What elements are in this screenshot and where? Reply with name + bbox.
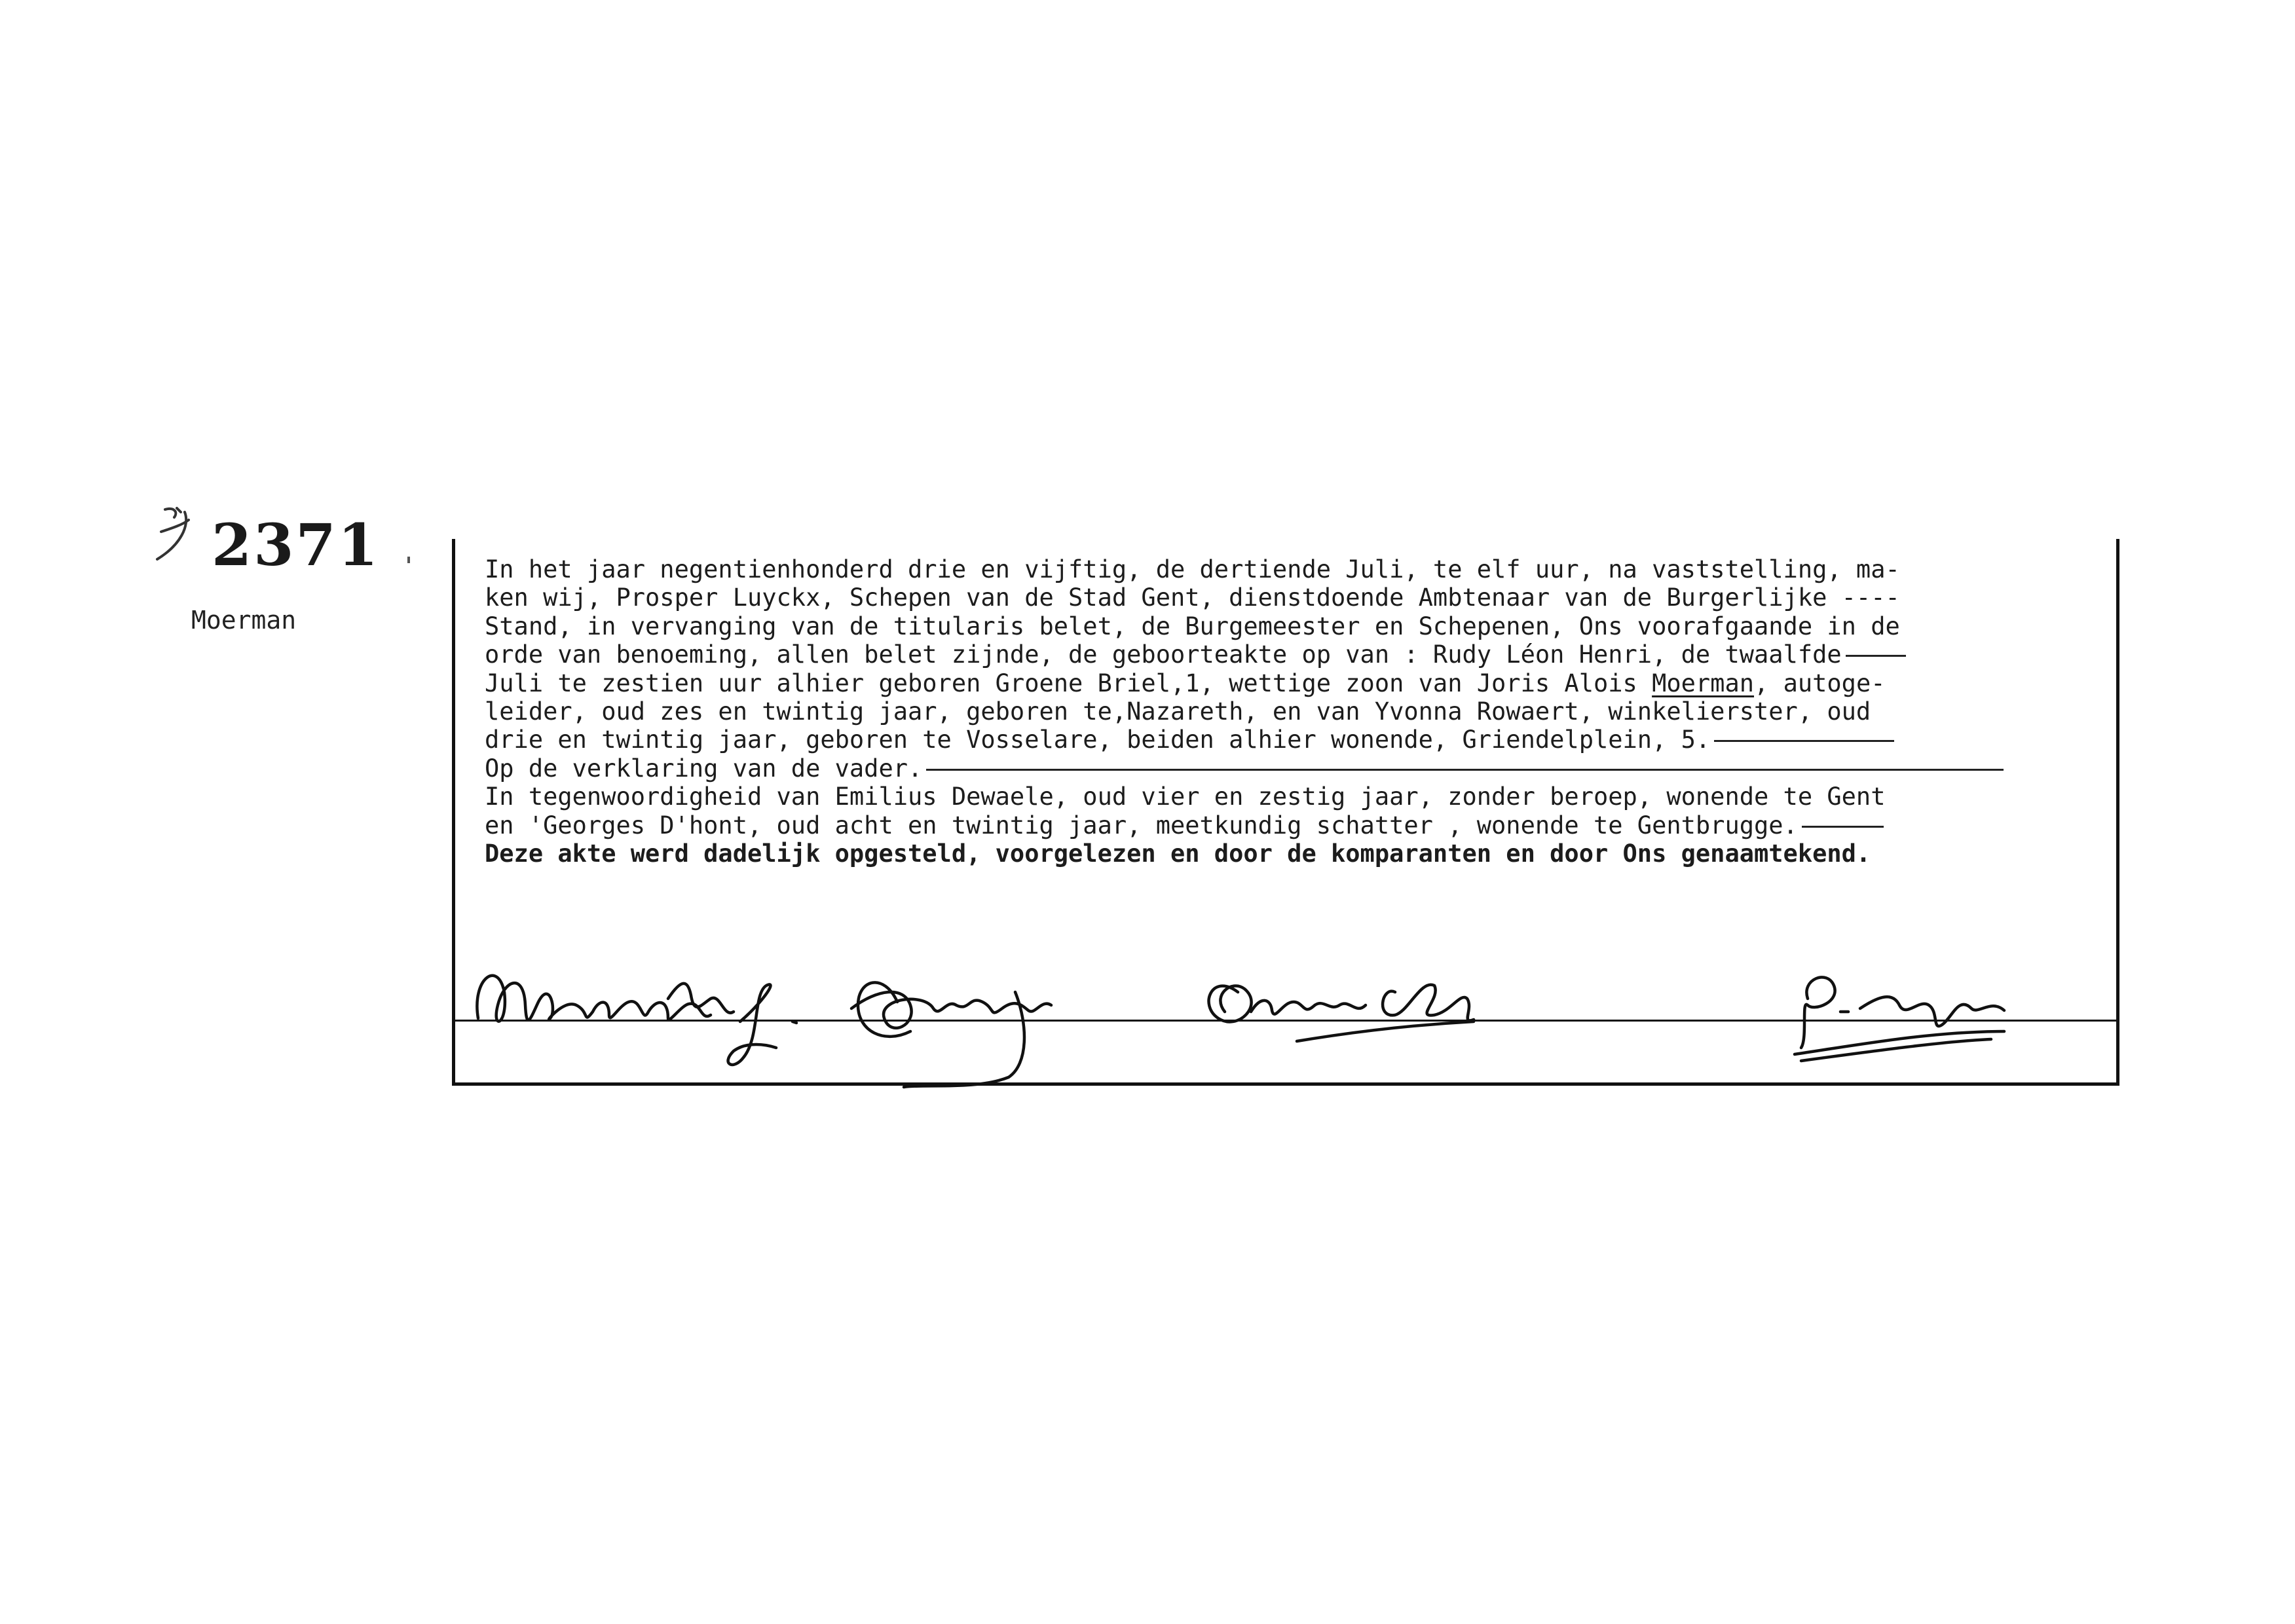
record-line-8-text: Op de verklaring van de vader. (485, 754, 923, 783)
record-text (485, 555, 2109, 868)
signatures-area (452, 933, 2119, 1103)
signature-witness-dewaele (1209, 985, 1474, 1041)
margin-surname: Moerman (191, 606, 297, 635)
record-line-10 (485, 811, 2109, 840)
signature-witness-dhont (851, 982, 1051, 1087)
margin-tick (407, 557, 410, 563)
record-line-5-text: Juli te zestien uur alhier geboren Groene Briel,1, wettige zoon van Joris Alois (485, 669, 1652, 697)
fill-rule (1846, 655, 1906, 657)
record-line-5 (485, 669, 2109, 697)
record-line-9: In tegenwoordigheid van Emilius Dewaele, oud vier en zestig jaar, zonder beroep, wonende te Gent (485, 783, 1886, 811)
record-line-2: ken wij, Prosper Luyckx, Schepen van de Stad Gent, dienstdoende Ambtenaar van de Burgerlijke ---- (485, 583, 1900, 612)
record-line-7-text: drie en twintig jaar, geboren te Vosselare, beiden alhier wonende, Griendelplein, 5. (485, 726, 1711, 754)
record-line-6: leider, oud zes en twintig jaar, geboren te,Nazareth, en van Yvonna Rowaert, winkelierster, oud (485, 697, 1871, 726)
record-line-4-text: orde van benoeming, allen belet zijnde, de geboorteakte op van : Rudy Léon Henri, de twaalfde (485, 640, 1842, 669)
record-line-5-tail: , autoge- (1754, 669, 1886, 697)
signature-officer (1795, 977, 2004, 1061)
record-line-11: Deze akte werd dadelijk opgesteld, voorgelezen en door de komparanten en door Ons genaamtekend. (485, 839, 1871, 868)
record-line-8 (485, 754, 2109, 783)
fill-rule (926, 769, 2004, 771)
record-line-10-text: en 'Georges D'hont, oud acht en twintig jaar, meetkundig schatter , wonende te Gentbrugge. (485, 811, 1798, 840)
record-line-4 (485, 640, 2109, 669)
record-line-7 (485, 726, 2109, 754)
record-line-3: Stand, in vervanging van de titularis belet, de Burgemeester en Schepenen, Ons voorafgaande in de (485, 612, 1900, 640)
fill-rule (1802, 826, 1884, 828)
father-surname: Moerman (1652, 669, 1755, 697)
act-number: 2371 (212, 511, 380, 579)
fill-rule (1714, 740, 1894, 742)
pencil-mark-icon (152, 506, 198, 564)
signature-father (477, 976, 796, 1065)
record-line-1: In het jaar negentienhonderd drie en vijftig, de dertiende Juli, te elf uur, na vaststelling, ma- (485, 555, 1900, 583)
